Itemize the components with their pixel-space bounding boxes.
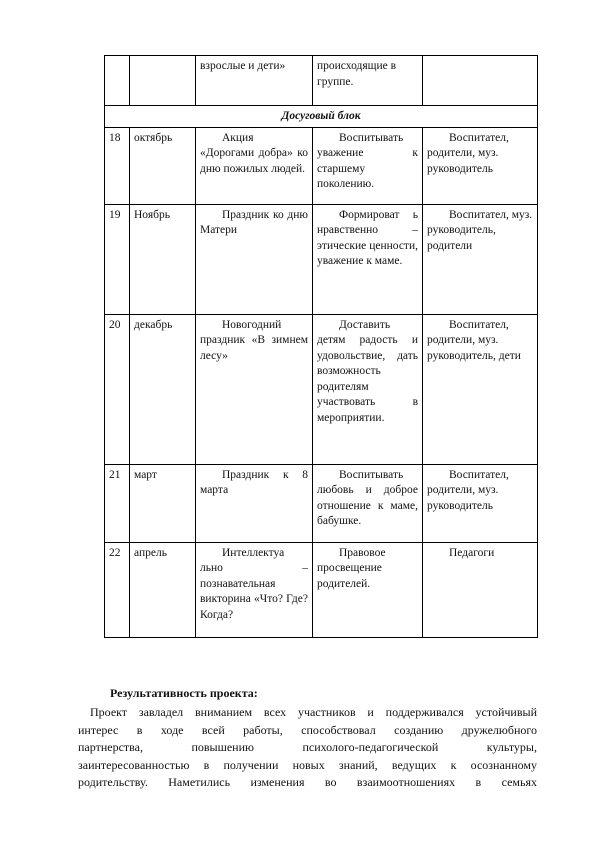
paragraph-line: заинтересованностью в получении новых знаний, ведущих к осознанному [78,757,537,772]
cell-resp: Воспитател, родители, муз. руководитель, дети [423,314,538,464]
cell-goal: Доставить детям радость и удовольствие, дать возможность родителям участвовать в мероприятии. [313,314,423,464]
paragraph-line: Проект завладел вниманием всех участников и поддерживался устойчивый [90,705,537,719]
cell-num: 20 [105,314,130,464]
cell-num: 21 [105,464,130,542]
cell-event: Праздник ко дню Матери [196,204,313,314]
cell-month: декабрь [130,314,196,464]
cell-num: 18 [105,127,130,204]
cell-goal: Формироват ь нравственно – этические ценности, уважение к маме. [313,204,423,314]
cell-num [105,56,130,106]
cell-num: 19 [105,204,130,314]
cell-resp: Воспитател, муз. руководитель, родители [423,204,538,314]
cell-goal: происходящие в группе. [313,56,423,106]
plan-table [104,55,538,638]
cell-event: Акция «Дорогами добра» ко дню пожилых людей. [196,127,313,204]
cell-resp: Воспитател, родители, муз. руководитель [423,464,538,542]
results-heading: Результативность проекта: [110,686,258,700]
cell-event: Интеллектуа льно – познавательная викторина «Что? Где? Когда? [196,542,313,637]
cell-num: 22 [105,542,130,637]
section-title: Досуговый блок [105,106,538,128]
cell-goal: Правовое просвещение родителей. [313,542,423,637]
cell-month [130,56,196,106]
cell-month: март [130,464,196,542]
cell-goal: Воспитывать уважение к старшему поколению. [313,127,423,204]
cell-month: апрель [130,542,196,637]
cell-event: Новогодний праздник «В зимнем лесу» [196,314,313,464]
table-row [105,464,538,542]
table-row [105,127,538,204]
table-row [105,542,538,637]
table-row [105,56,538,106]
results-paragraph [78,704,537,792]
section-row [105,106,538,128]
paragraph-line: родительству. Наметились изменения во взаимоотношениях в семьях [78,775,537,789]
paragraph-line: партнерства, повышению психолого-педагогической культуры, [78,740,537,754]
table-row [105,204,538,314]
cell-resp: Педагоги [423,542,538,637]
paragraph-line: интерес в ходе всей работы, способствовал созданию дружелюбного [78,722,537,737]
cell-month: Ноябрь [130,204,196,314]
cell-event: Праздник к 8 марта [196,464,313,542]
cell-resp [423,56,538,106]
cell-goal: Воспитывать любовь и доброе отношение к маме, бабушке. [313,464,423,542]
table-row [105,314,538,464]
cell-month: октябрь [130,127,196,204]
cell-resp: Воспитател, родители, муз. руководитель [423,127,538,204]
cell-event: взрослые и дети» [196,56,313,106]
